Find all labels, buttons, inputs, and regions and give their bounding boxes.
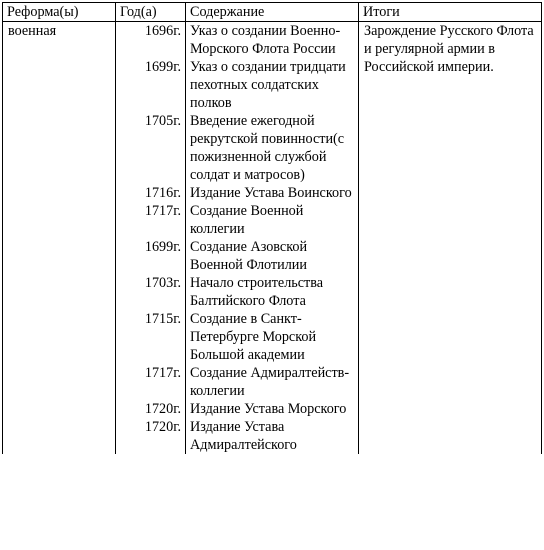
year-cell: 1720г. [116, 418, 186, 454]
header-content: Содержание [186, 3, 359, 22]
year-cell: 1699г. [116, 238, 186, 274]
header-reform: Реформа(ы) [3, 3, 116, 22]
year-cell: 1699г. [116, 58, 186, 112]
reforms-table [2, 2, 542, 454]
year-cell: 1696г. [116, 22, 186, 59]
header-year: Год(а) [116, 3, 186, 22]
content-cell: Создание Военной коллегии [186, 202, 359, 238]
year-cell: 1717г. [116, 202, 186, 238]
table-row [3, 22, 542, 59]
header-row [3, 3, 542, 22]
year-cell: 1715г. [116, 310, 186, 364]
year-cell: 1717г. [116, 364, 186, 400]
content-cell: Указ о создании тридцати пехотных солдатских полков [186, 58, 359, 112]
result-cell: Зарождение Русского Флота и регулярной армии в Российской империи. [359, 22, 542, 455]
year-cell: 1703г. [116, 274, 186, 310]
year-cell: 1720г. [116, 400, 186, 418]
year-cell: 1716г. [116, 184, 186, 202]
content-cell: Издание Устава Адмиралтейского [186, 418, 359, 454]
content-cell: Издание Устава Воинского [186, 184, 359, 202]
content-cell: Создание Адмиралтейств-коллегии [186, 364, 359, 400]
table-body [3, 22, 542, 455]
content-cell: Создание Азовской Военной Флотилии [186, 238, 359, 274]
reform-name-cell: военная [3, 22, 116, 455]
year-cell: 1705г. [116, 112, 186, 184]
content-cell: Издание Устава Морского [186, 400, 359, 418]
content-cell: Создание в Санкт-Петербурге Морской Большой академии [186, 310, 359, 364]
content-cell: Введение ежегодной рекрутской повинности(с пожизненной службой солдат и матросов) [186, 112, 359, 184]
content-cell: Начало строительства Балтийского Флота [186, 274, 359, 310]
content-cell: Указ о создании Военно-Морского Флота России [186, 22, 359, 59]
header-result: Итоги [359, 3, 542, 22]
